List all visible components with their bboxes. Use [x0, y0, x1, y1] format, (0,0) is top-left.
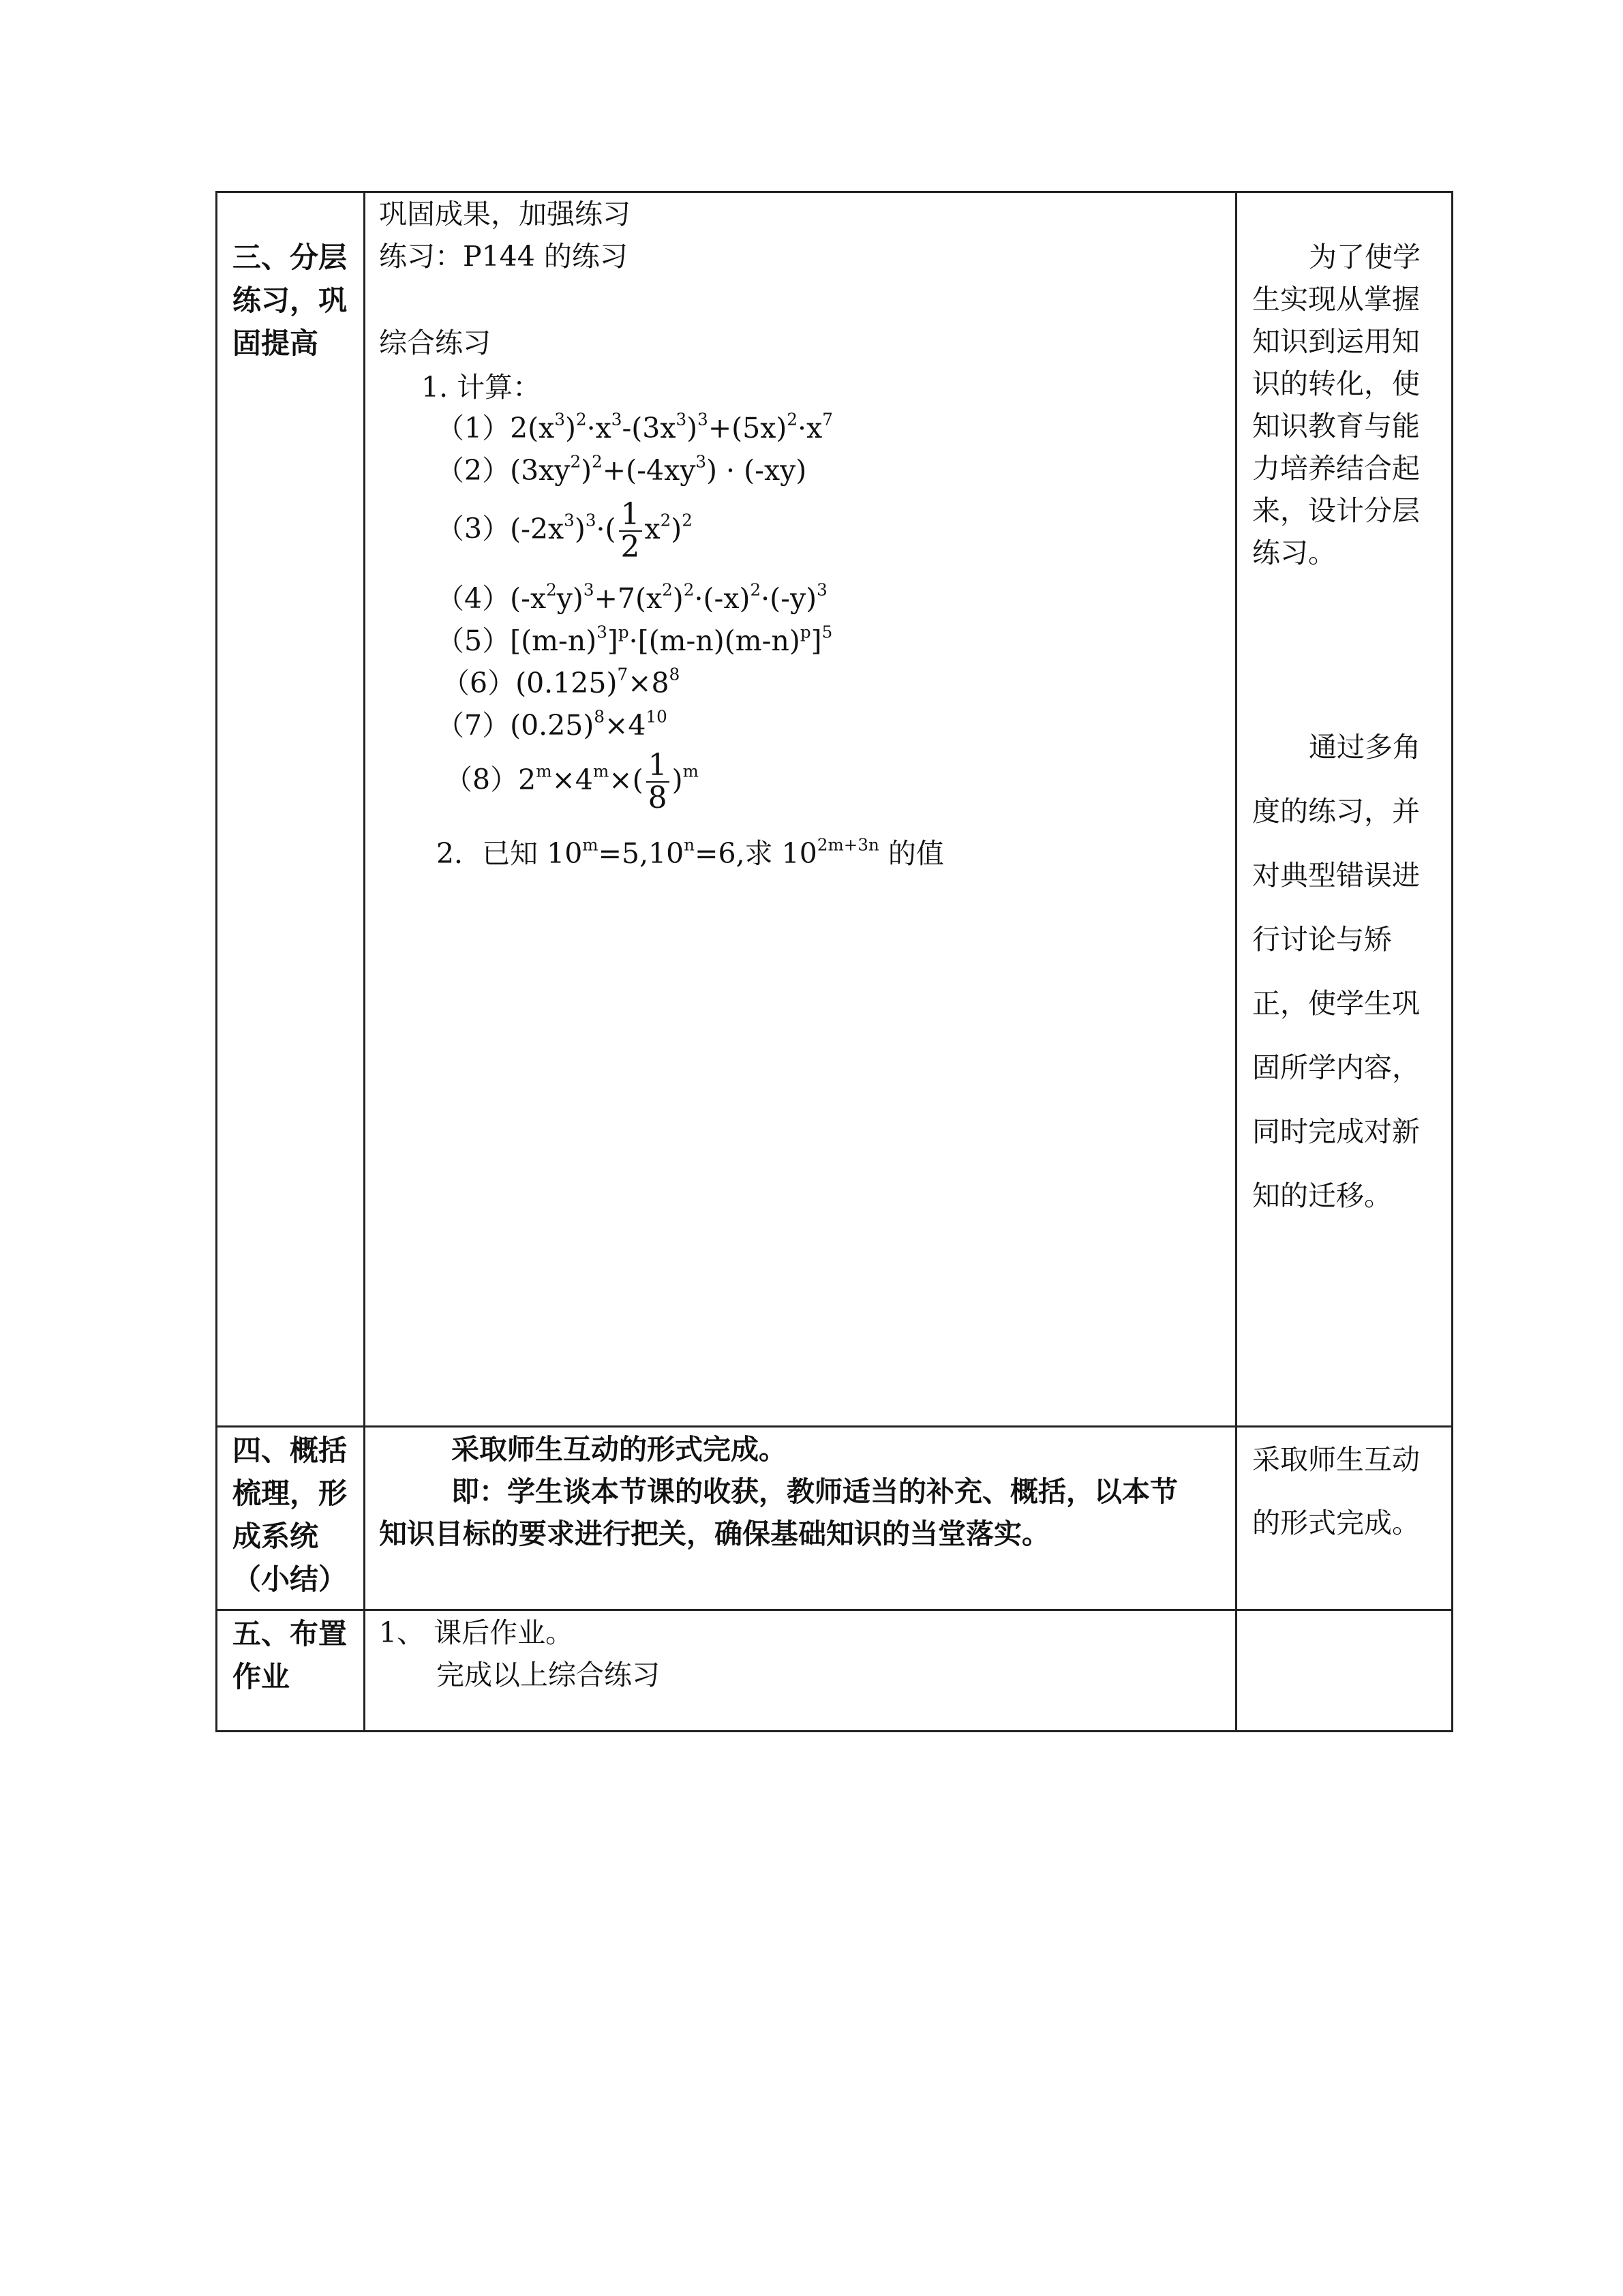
table-border-bottom: [215, 1730, 1453, 1732]
section3-note2-line1: 通过多角: [1309, 731, 1421, 764]
table-column-divider-2: [1235, 191, 1237, 1732]
section5-heading-line2: 作业: [232, 1660, 290, 1693]
section3-note1-line5: 知识教育与能: [1252, 410, 1420, 442]
exercise-item-6-expression: $(0.125)^7\times 8^8$: [515, 664, 680, 699]
exercise-item-8-expression: $2^m\times 4^m\times$( $\frac{1}{8}$ )$^m$: [518, 748, 699, 816]
exercise-item-1: [436, 409, 833, 444]
exercise-item-8-label: （8）: [444, 763, 519, 796]
section3-note1-line6: 力培养结合起: [1252, 452, 1420, 485]
section3-note2-line2: 度的练习，并: [1252, 795, 1420, 828]
section3-comprehensive-title: 综合练习: [379, 327, 491, 359]
section5-content-line1: 1、 课后作业。: [379, 1616, 574, 1649]
exercise-item-4-label: （4）: [436, 582, 511, 615]
table-border-top: [215, 191, 1453, 193]
exercise-item-2: [436, 451, 807, 487]
exercise-item-6: [442, 664, 680, 699]
question1-label: 1. 计算：: [421, 371, 541, 404]
question2-suffix: 的值: [879, 837, 944, 870]
exercise-item-8: [444, 750, 699, 814]
section3-note1-line3: 知识到运用知: [1252, 325, 1420, 358]
exercise-item-3-label: （3）: [436, 512, 511, 545]
exercise-item-3: [436, 499, 693, 563]
section5-content-line2: 完成以上综合练习: [436, 1659, 660, 1691]
table-border-left: [215, 191, 217, 1732]
section4-note-line1: 采取师生互动: [1252, 1443, 1420, 1476]
section3-note2-line7: 同时完成对新: [1252, 1115, 1420, 1148]
exercise-item-7-expression: $(0.25)^8\times 4^{10}$: [510, 706, 667, 742]
section3-note1-line2: 生实现从掌握: [1252, 283, 1420, 316]
exercise-item-4: [436, 579, 828, 615]
question2-prefix: 2．已知 10: [436, 837, 583, 870]
section3-note2-line4: 行讨论与矫: [1252, 923, 1392, 956]
section4-content-line1: 采取师生互动的形式完成。: [451, 1433, 787, 1466]
exercise-item-2-expression: $(3xy^2)^2+(-4xy^3) \cdot (-xy)$: [510, 451, 807, 487]
exercise-item-6-label: （6）: [442, 667, 516, 699]
exercise-item-7: [436, 706, 667, 742]
fraction-one-eighth: $\frac{1}{8}$: [646, 750, 669, 814]
section4-content-line2: 即：学生谈本节课的收获，教师适当的补充、概括，以本节: [451, 1475, 1178, 1508]
section3-note2-line8: 知的迁移。: [1252, 1179, 1392, 1212]
exercise-item-1-label: （1）: [436, 412, 511, 444]
section3-note2-line5: 正，使学生巩: [1252, 987, 1420, 1020]
exercise-item-1-expression: $2(x^3)^2\cdot x^3-(3x^3)^3+(5x)^2\cdot x^7$: [510, 409, 833, 444]
section3-note1-line8: 练习。: [1252, 537, 1336, 569]
section4-heading-line1: 四、概括: [232, 1434, 348, 1467]
exercise-item-5: [436, 622, 833, 657]
fraction-one-half: $\frac{1}{2}$: [619, 499, 642, 563]
section4-heading-line4: （小结）: [232, 1562, 348, 1596]
section3-note1-line7: 来，设计分层: [1252, 494, 1420, 527]
section4-heading-line2: 梳理，形: [232, 1477, 348, 1510]
exercise-item-3-expression: $(-2x^3)^3\cdot$( $\frac{1}{2}$ $x^2)^2$: [510, 497, 693, 565]
section4-note-line2: 的形式完成。: [1252, 1507, 1420, 1539]
table-row-divider-1: [215, 1425, 1453, 1428]
exercise-item-2-label: （2）: [436, 454, 511, 487]
section3-note1-line1: 为了使学: [1309, 241, 1421, 273]
section3-note2-line6: 固所学内容，: [1252, 1051, 1420, 1084]
table-row-divider-2: [215, 1609, 1453, 1611]
section3-note1-line4: 识的转化，使: [1252, 367, 1420, 400]
section3-heading-line3: 固提高: [232, 327, 319, 360]
section3-exercise-ref: 练习：P144 的练习: [379, 240, 628, 273]
table-column-divider-1: [363, 191, 365, 1732]
section3-intro: 巩固成果，加强练习: [379, 198, 631, 230]
question2: [436, 834, 944, 870]
section5-heading-line1: 五、布置: [232, 1617, 348, 1650]
exercise-item-7-label: （7）: [436, 709, 511, 742]
section4-content-line3: 知识目标的要求进行把关，确保基础知识的当堂落实。: [379, 1517, 1050, 1550]
section3-note2-line3: 对典型错误进: [1252, 859, 1420, 892]
section4-heading-line3: 成系统: [232, 1520, 319, 1553]
exercise-item-4-expression: $(-x^2y)^3+7(x^2)^2\cdot(-x)^2\cdot(-y)^3$: [510, 579, 828, 615]
exercise-item-5-label: （5）: [436, 624, 511, 657]
exercise-item-5-expression: $[(m-n)^3]^p\cdot[(m-n)(m-n)^p]^5$: [510, 622, 833, 657]
section3-heading-line2: 练习，巩: [232, 284, 348, 317]
section3-heading-line1: 三、分层: [232, 241, 348, 274]
question2-expression: $^m=5,10^n=6$,求 $10^{2m+3n}$: [582, 834, 879, 870]
table-border-right: [1451, 191, 1453, 1732]
